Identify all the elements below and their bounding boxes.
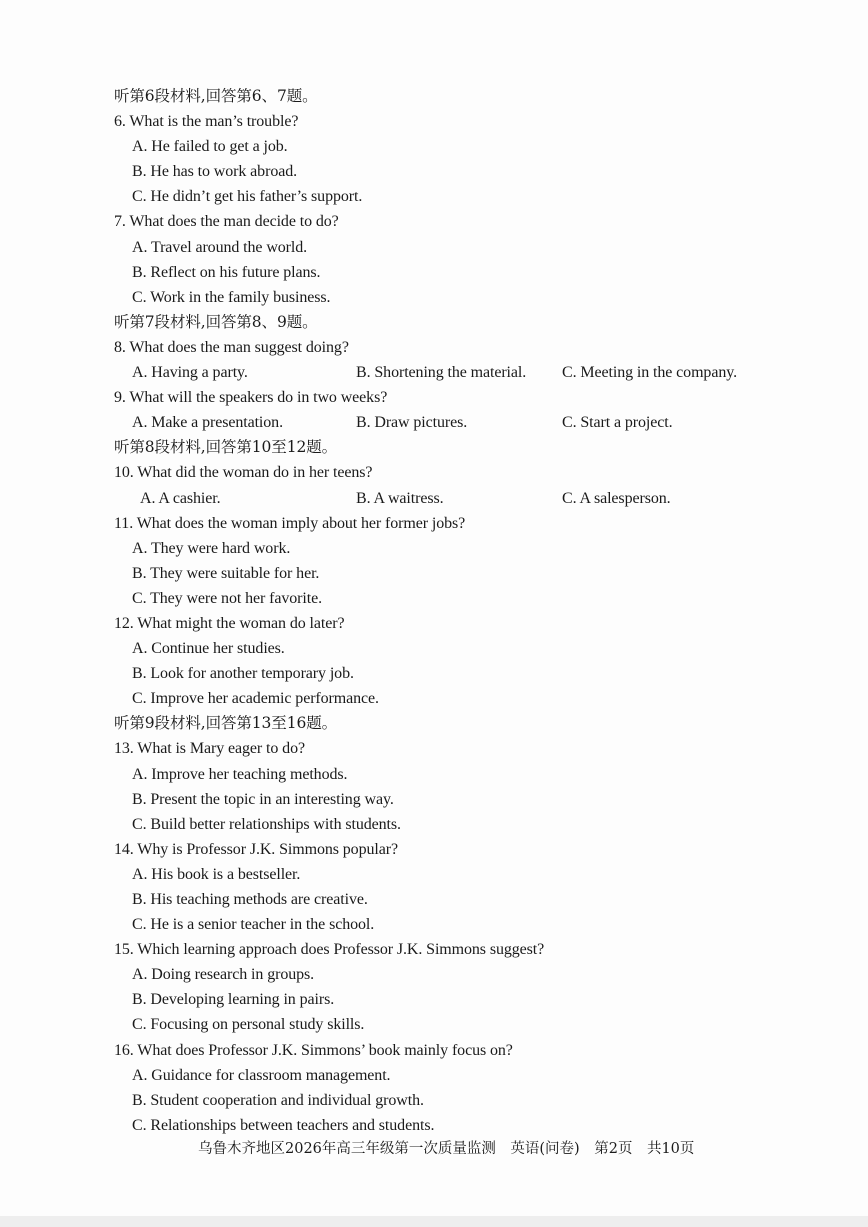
option-7a: A. Travel around the world. xyxy=(132,238,308,256)
option-7b: B. Reflect on his future plans. xyxy=(132,263,321,281)
option-14c: C. He is a senior teacher in the school. xyxy=(132,916,375,934)
option-16a: A. Guidance for classroom management. xyxy=(132,1066,391,1084)
page-footer: 乌鲁木齐地区2026年高三年级第一次质量监测 英语(问卷) 第2页 共10页 xyxy=(198,1141,695,1157)
option-9a: A. Make a presentation. xyxy=(132,414,283,432)
question-7: 7. What does the man decide to do? xyxy=(114,213,339,231)
question-10: 10. What did the woman do in her teens? xyxy=(114,464,373,482)
section-heading: 听第9段材料,回答第13至16题。 xyxy=(114,714,338,733)
question-8: 8. What does the man suggest doing? xyxy=(114,338,349,356)
question-12: 12. What might the woman do later? xyxy=(114,614,345,632)
option-6c: C. He didn’t get his father’s support. xyxy=(132,188,363,206)
option-15b: B. Developing learning in pairs. xyxy=(132,991,335,1009)
option-8a: A. Having a party. xyxy=(132,364,248,382)
option-13b: B. Present the topic in an interesting way. xyxy=(132,790,394,808)
question-14: 14. Why is Professor J.K. Simmons popular? xyxy=(114,840,398,858)
option-14b: B. His teaching methods are creative. xyxy=(132,891,368,908)
option-16b: B. Student cooperation and individual growth. xyxy=(132,1091,424,1109)
section-heading: 听第7段材料,回答第8、9题。 xyxy=(114,312,318,331)
options-row-9 xyxy=(114,410,814,435)
option-12b: B. Look for another temporary job. xyxy=(132,665,354,683)
option-9c: C. Start a project. xyxy=(562,414,673,432)
scan-edge xyxy=(0,1216,868,1227)
question-15: 15. Which learning approach does Professor J.K. Simmons suggest? xyxy=(114,941,545,959)
option-15c: C. Focusing on personal study skills. xyxy=(132,1016,365,1034)
option-13c: C. Build better relationships with students. xyxy=(132,815,401,833)
option-15a: A. Doing research in groups. xyxy=(132,966,315,984)
option-6a: A. He failed to get a job. xyxy=(132,138,288,156)
option-7c: C. Work in the family business. xyxy=(132,288,331,306)
option-12a: A. Continue her studies. xyxy=(132,640,285,658)
option-11c: C. They were not her favorite. xyxy=(132,589,322,607)
option-10a: A. A cashier. xyxy=(140,489,221,507)
option-13a: A. Improve her teaching methods. xyxy=(132,765,348,783)
question-13: 13. What is Mary eager to do? xyxy=(114,740,305,758)
option-9b: B. Draw pictures. xyxy=(356,414,468,432)
option-6b: B. He has to work abroad. xyxy=(132,163,298,181)
question-9: 9. What will the speakers do in two weeks? xyxy=(114,389,388,407)
option-8b: B. Shortening the material. xyxy=(356,364,527,382)
options-row-10 xyxy=(114,486,814,511)
options-row-8 xyxy=(114,360,814,385)
section-heading: 听第8段材料,回答第10至12题。 xyxy=(114,438,338,457)
section-heading: 听第6段材料,回答第6、7题。 xyxy=(114,87,318,105)
question-11: 11. What does the woman imply about her former jobs? xyxy=(114,514,466,532)
option-8c: C. Meeting in the company. xyxy=(562,364,737,382)
option-16c: C. Relationships between teachers and students. xyxy=(132,1116,435,1134)
option-10c: C. A salesperson. xyxy=(562,489,671,507)
option-11b: B. They were suitable for her. xyxy=(132,564,320,582)
option-12c: C. Improve her academic performance. xyxy=(132,690,379,708)
option-14a: A. His book is a bestseller. xyxy=(132,865,301,883)
option-11a: A. They were hard work. xyxy=(132,539,291,557)
question-6: 6. What is the man’s trouble? xyxy=(114,113,299,131)
question-16: 16. What does Professor J.K. Simmons’ book mainly focus on? xyxy=(114,1041,513,1059)
option-10b: B. A waitress. xyxy=(356,489,444,507)
page-content xyxy=(114,84,814,1138)
